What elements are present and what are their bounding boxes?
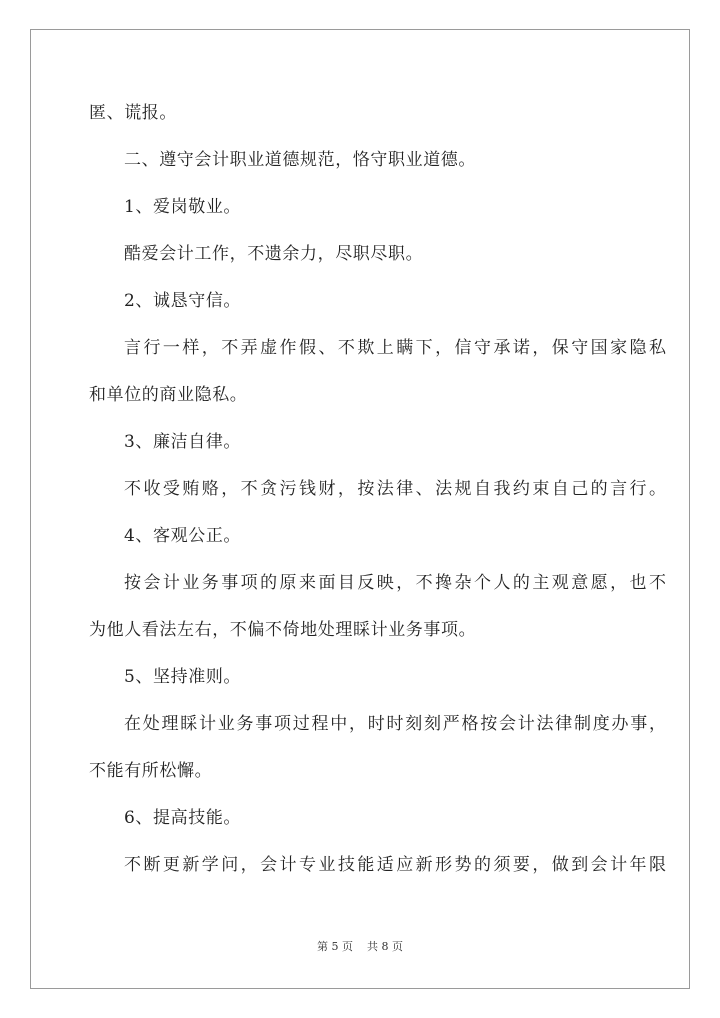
text-line: 在处理睬计业务事项过程中，时时刻刻严格按会计法律制度办事， [124,714,666,734]
page-frame [30,29,690,989]
page-number-footer: 第 5 页 共 8 页 [317,940,403,953]
text-line: 匿、谎报。 [89,103,177,123]
text-line: 不能有所松懈。 [89,761,213,781]
item-heading: 2、诚恳守信。 [124,291,242,311]
text-line: 和单位的商业隐私。 [89,385,248,405]
text-line: 言行一样，不弄虚作假、不欺上瞒下，信守承诺，保守国家隐私 [124,338,666,358]
item-heading: 4、客观公正。 [124,526,242,546]
text-line: 不收受贿赂，不贪污钱财，按法律、法规自我约束自己的言行。 [124,479,666,499]
item-heading: 6、提高技能。 [124,808,242,828]
text-line: 按会计业务事项的原来面目反映，不搀杂个人的主观意愿，也不 [124,573,666,593]
item-heading: 1、爱岗敬业。 [124,197,242,217]
section-heading: 二、遵守会计职业道德规范，恪守职业道德。 [124,150,476,170]
text-line: 不断更新学问，会计专业技能适应新形势的须要，做到会计年限 [124,855,666,875]
text-line: 为他人看法左右，不偏不倚地处理睬计业务事项。 [89,620,477,640]
text-line: 酷爱会计工作，不遗余力，尽职尽职。 [124,244,424,264]
item-heading: 3、廉洁自律。 [124,432,242,452]
item-heading: 5、坚持准则。 [124,667,242,687]
